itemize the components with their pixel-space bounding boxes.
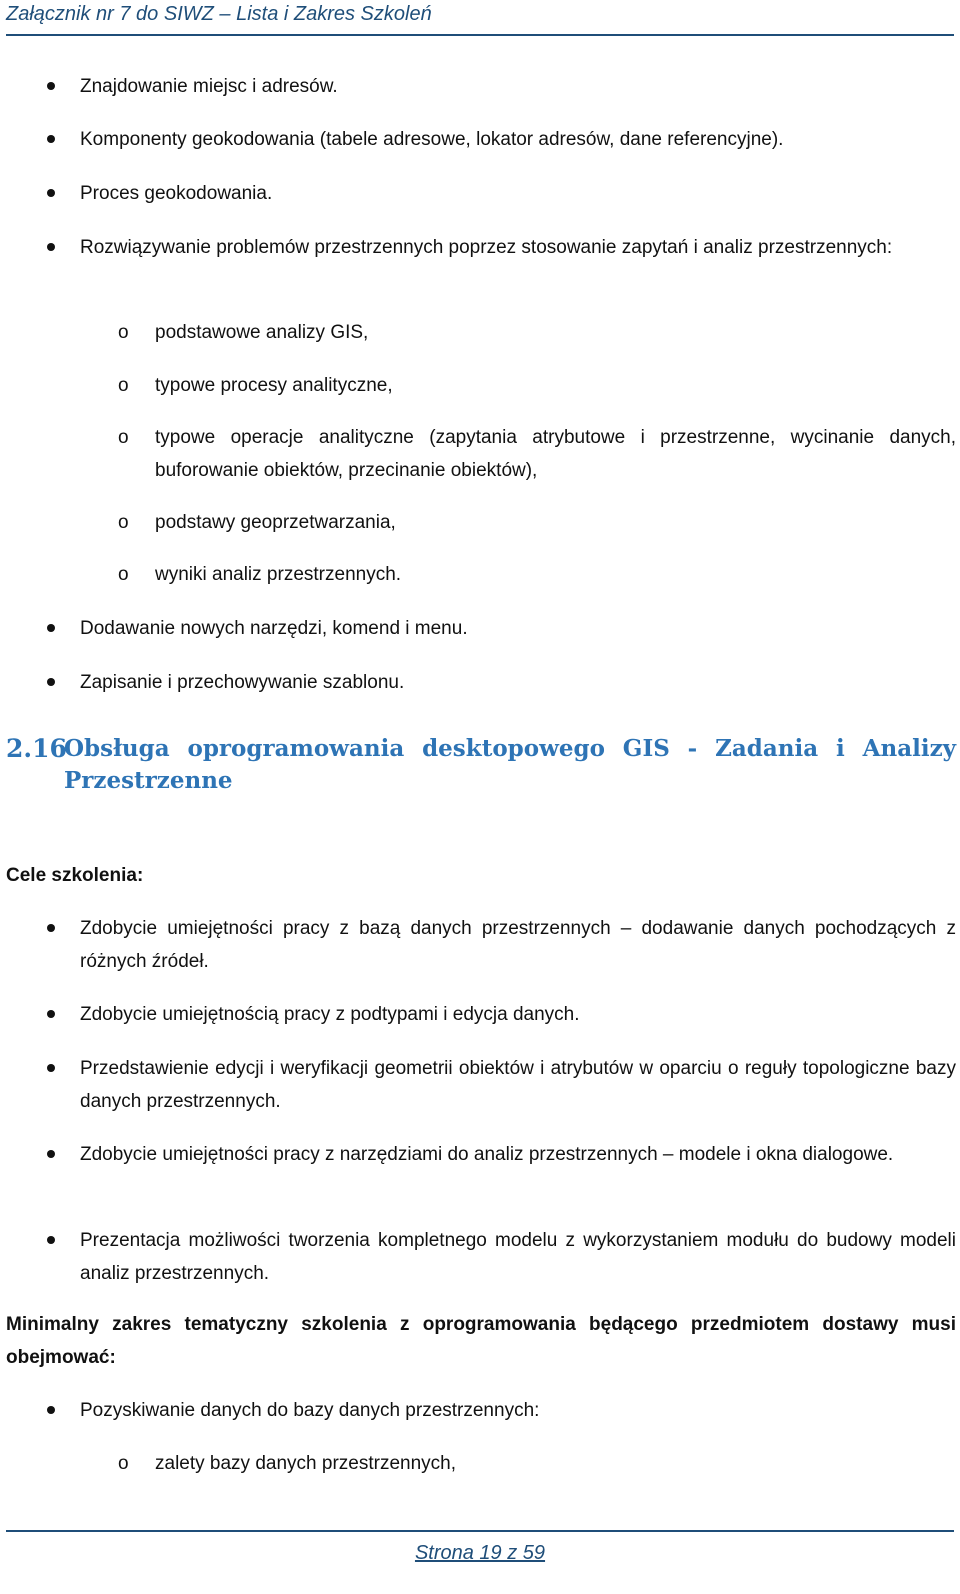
sub-list-item: o typowe procesy analityczne, (155, 369, 956, 402)
bullet-icon (47, 924, 55, 932)
page-number: Strona 19 z 59 (414, 1542, 546, 1564)
list-item: Zapisanie i przechowywanie szablonu. (80, 666, 956, 699)
list-item: Prezentacja możliwości tworzenia kompletnego modelu z wykorzystaniem modułu do budowy modeli analiz przestrzennych. (80, 1224, 956, 1290)
list-item: Zdobycie umiejętności pracy z narzędziami do analiz przestrzennych – modele i okna dialogowe. (80, 1138, 956, 1171)
bullet-icon (47, 82, 55, 90)
circle-bullet-icon: o (118, 564, 129, 585)
list-item: Znajdowanie miejsc i adresów. (80, 70, 956, 103)
circle-bullet-icon: o (118, 427, 129, 448)
section-title: Obsługa oprogramowania desktopowego GIS - Zadania i Analizy Przestrzenne (64, 735, 956, 794)
bullet-icon (47, 1150, 55, 1158)
bullet-icon (47, 1406, 55, 1414)
goals-label: Cele szkolenia: (6, 865, 144, 886)
list-item: Rozwiązywanie problemów przestrzennych poprzez stosowanie zapytań i analiz przestrzennych: (80, 231, 956, 264)
bullet-icon (47, 624, 55, 632)
list-item: Dodawanie nowych narzędzi, komend i menu. (80, 612, 956, 645)
scope-label: Minimalny zakres tematyczny szkolenia z oprogramowania będącego przedmiotem dostawy musi obejmować: (6, 1314, 956, 1368)
circle-bullet-icon: o (118, 322, 129, 343)
circle-bullet-icon: o (118, 375, 129, 396)
list-item: Komponenty geokodowania (tabele adresowe, lokator adresów, dane referencyjne). (80, 123, 956, 156)
bullet-icon (47, 1064, 55, 1072)
list-item: Przedstawienie edycji i weryfikacji geometrii obiektów i atrybutów w oparciu o reguły topologiczne bazy danych przestrzennych. (80, 1052, 956, 1118)
page-header (6, 0, 954, 36)
bullet-icon (47, 135, 55, 143)
sub-list-item: o wyniki analiz przestrzennych. (155, 558, 956, 591)
sub-list-item: o typowe operacje analityczne (zapytania atrybutowe i przestrzenne, wycinanie danych, buforowanie obiektów, przecinanie obiektów), (155, 421, 956, 487)
bullet-icon (47, 678, 55, 686)
list-item: Zdobycie umiejętności pracy z bazą danych przestrzennych – dodawanie danych pochodzących z różnych źródeł. (80, 912, 956, 978)
list-item: Proces geokodowania. (80, 177, 956, 210)
sub-list-item: o podstawy geoprzetwarzania, (155, 506, 956, 539)
sub-list-item: o zalety bazy danych przestrzennych, (155, 1447, 956, 1480)
header-title: Załącznik nr 7 do SIWZ – Lista i Zakres Szkoleń (6, 3, 432, 25)
circle-bullet-icon: o (118, 512, 129, 533)
sub-list-item: o podstawowe analizy GIS, (155, 316, 956, 349)
bullet-icon (47, 1010, 55, 1018)
bullet-icon (47, 243, 55, 251)
page-footer (6, 1530, 954, 1594)
section-number: 2.16 (6, 734, 67, 763)
list-item: Zdobycie umiejętnością pracy z podtypami i edycja danych. (80, 998, 956, 1031)
circle-bullet-icon: o (118, 1453, 129, 1474)
bullet-icon (47, 189, 55, 197)
bullet-icon (47, 1236, 55, 1244)
list-item: Pozyskiwanie danych do bazy danych przestrzennych: (80, 1394, 956, 1427)
